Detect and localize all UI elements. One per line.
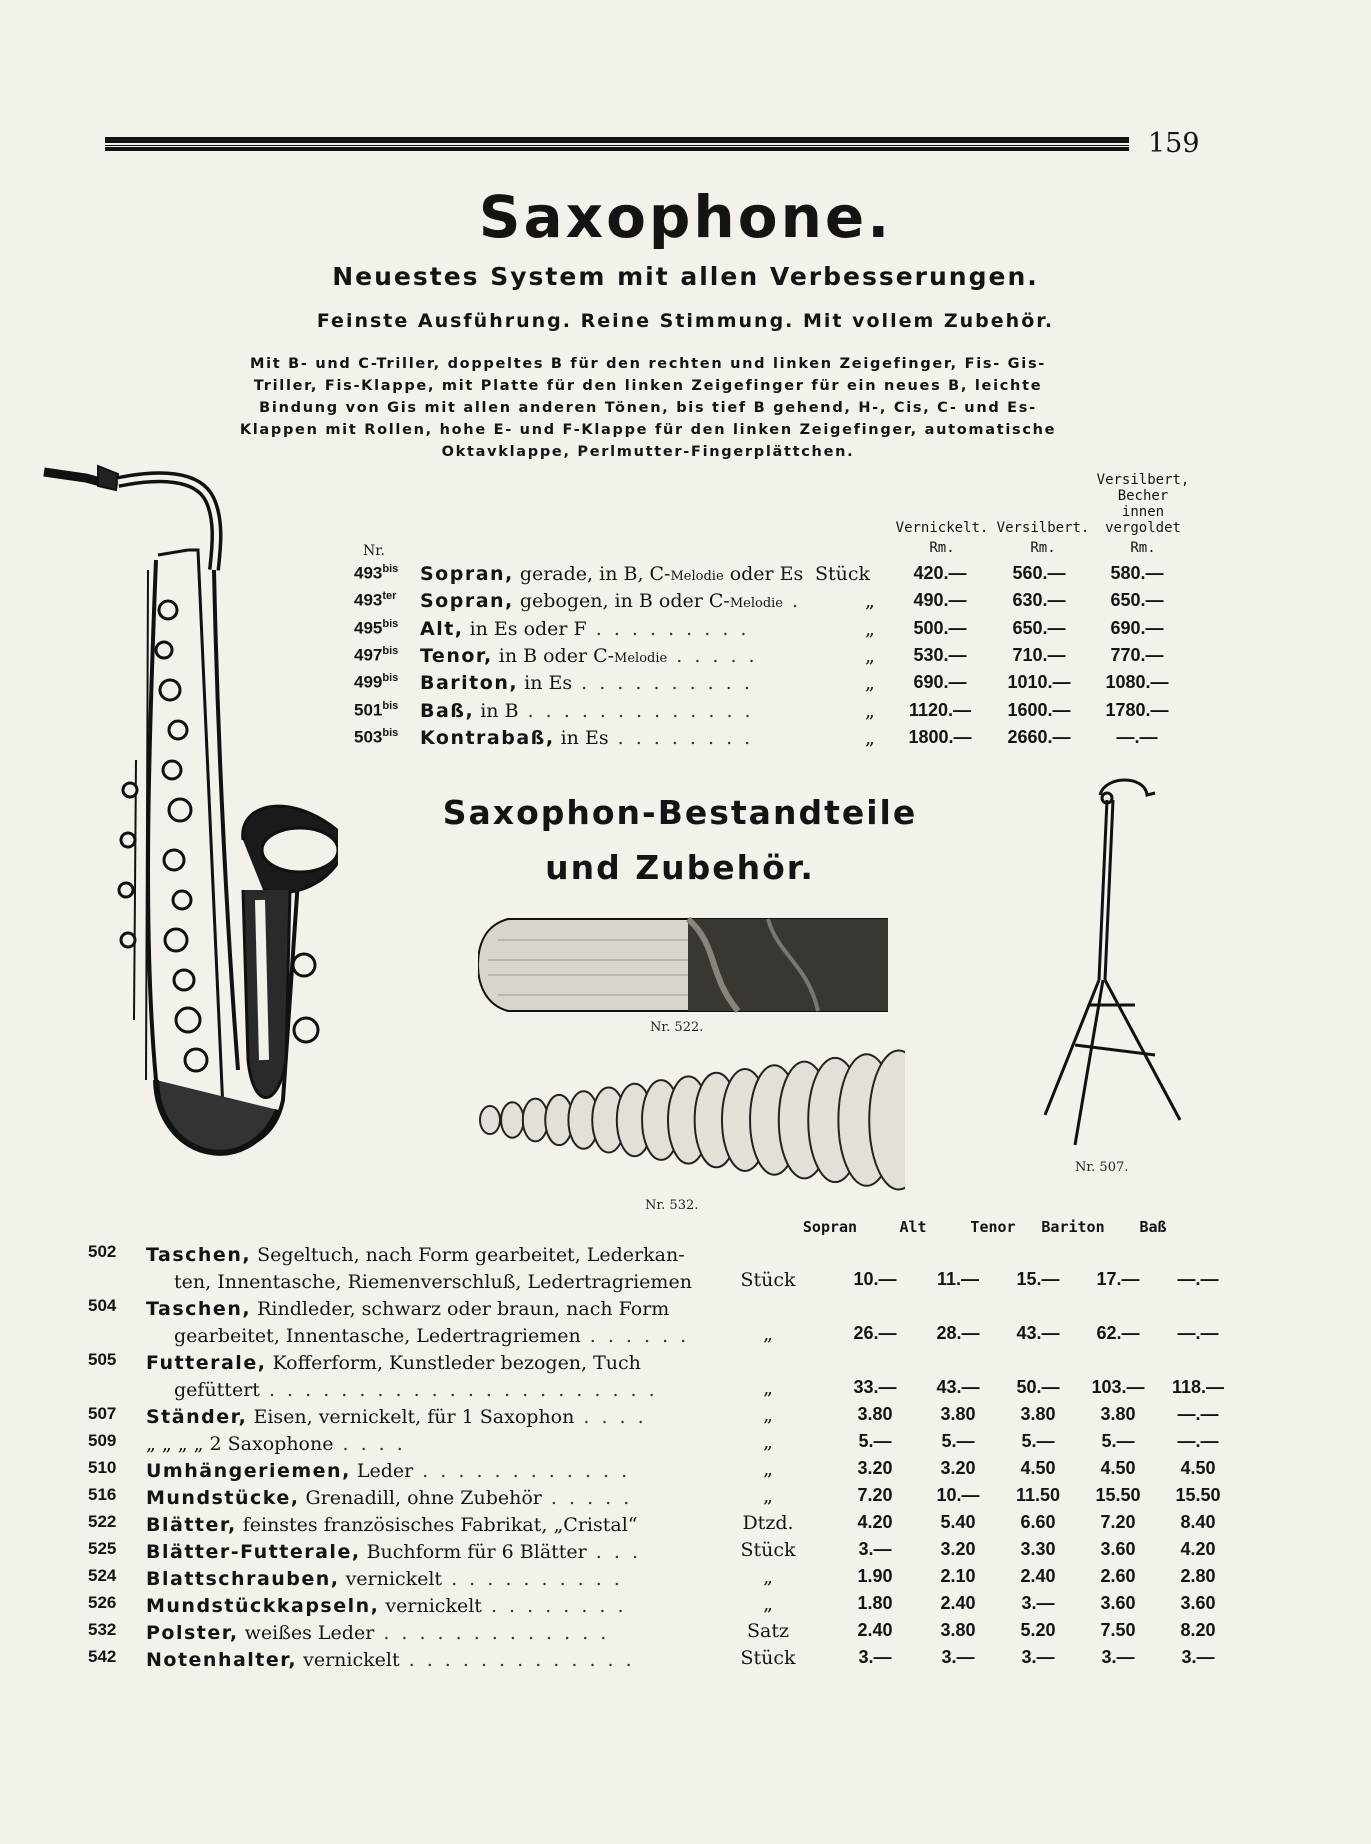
price-vergoldet: 770.— (1110, 644, 1164, 665)
item-leader: . . . . . . . . . . . . . (399, 1649, 635, 1671)
item-label: Mundstücke, (146, 1487, 300, 1509)
item-number: 532 (88, 1620, 117, 1639)
price-bariton: 17.— (1096, 1269, 1140, 1289)
item-text: Grenadill, ohne Zubehör (299, 1487, 542, 1509)
item-leader: . . . . . . . . . . . . (413, 1460, 631, 1482)
price-sopran: 1.90 (857, 1566, 893, 1586)
price-vernickelt: 490.— (913, 590, 967, 611)
price-tenor: 3.80 (1020, 1404, 1056, 1424)
price-baß: 118.— (1171, 1377, 1225, 1397)
item-small-text: Melodie (670, 569, 724, 584)
price-bariton: 3.80 (1100, 1404, 1136, 1424)
item-label: Bariton, (420, 672, 519, 695)
price-baß: 8.40 (1180, 1512, 1216, 1532)
item-unit: Stück (815, 563, 871, 585)
price-sopran: 5.— (858, 1431, 892, 1451)
item-text: vernickelt (339, 1568, 443, 1590)
description-line: Klappen mit Rollen, hohe E- und F-Klappe für den linken Zeigefinger, automatische (239, 422, 1057, 438)
price-alt: 3.80 (940, 1404, 976, 1424)
item-number: $501^{bis}$ (354, 699, 399, 720)
item-unit: „ (763, 1404, 773, 1426)
item-suffix: bis (382, 726, 399, 739)
price-sopran: 4.20 (857, 1512, 893, 1532)
item-text: „ „ „ „ 2 Saxophone (146, 1433, 334, 1455)
item-leader: . (783, 590, 802, 613)
price-vernickelt: 500.— (913, 617, 967, 638)
caption-reed: Nr. 522. (650, 1020, 704, 1035)
item-suffix: bis (382, 563, 399, 575)
price-tenor: 5.20 (1020, 1620, 1056, 1640)
item-description (146, 1566, 811, 1593)
accessory-row (88, 1512, 1216, 1539)
item-text: in Es oder F (463, 617, 587, 640)
accessory-row (88, 1647, 1215, 1674)
item-unit: „ (763, 1566, 773, 1588)
price-bariton: 3.60 (1100, 1593, 1136, 1613)
accessory-row (88, 1620, 1216, 1647)
column-header-bass: Baß (1139, 1218, 1167, 1236)
accessory-row (88, 1350, 1225, 1404)
pad-shape (480, 1106, 500, 1134)
item-label: Alt, (420, 617, 464, 640)
item-label: Sopran, (420, 590, 514, 613)
item-number: 510 (88, 1458, 117, 1477)
item-unit: „ (865, 699, 875, 722)
accessory-row (88, 1296, 1219, 1350)
item-label: Tenor, (420, 644, 493, 667)
item-number: 526 (88, 1593, 117, 1612)
item-leader: . . . . . (667, 644, 758, 667)
item-text: in Es (554, 726, 609, 749)
accessory-row (88, 1404, 1219, 1431)
price-sopran: 2.40 (857, 1620, 893, 1640)
item-label: Blätter-Futterale, (146, 1541, 361, 1563)
item-label: Sopran, (420, 563, 514, 585)
column-header-tenor: Tenor (970, 1218, 1016, 1236)
price-alt: 28.— (936, 1323, 980, 1343)
description-line: Triller, Fis-Klappe, mit Platte für den linken Zeigefinger für ein neues B, leichte (253, 378, 1043, 394)
item-leader: . . . . . . . . . . (572, 672, 753, 695)
item-text: in B (474, 699, 519, 722)
price-sopran: 3.— (858, 1539, 892, 1559)
item-number: 505 (88, 1350, 117, 1369)
item-text: Buchform für 6 Blätter (360, 1541, 587, 1563)
price-row (350, 563, 1200, 590)
item-suffix: bis (382, 617, 399, 630)
description-line: Bindung von Gis mit allen anderen Tönen, bis tief B gehend, H-, Cis, C- und Es- (259, 400, 1037, 416)
price-tenor: 4.50 (1020, 1458, 1056, 1478)
price-bariton: 4.50 (1100, 1458, 1136, 1478)
item-leader: . . . . (333, 1433, 406, 1455)
item-unit: „ (763, 1485, 773, 1507)
price-sopran: 1.80 (857, 1593, 893, 1613)
price-bariton: 103.— (1091, 1377, 1145, 1397)
price-vergoldet: 1080.— (1105, 672, 1169, 693)
item-unit: „ (865, 644, 875, 667)
item-description (146, 1512, 811, 1539)
item-description-line (146, 1620, 811, 1647)
item-number: $499^{bis}$ (354, 672, 399, 692)
item-unit: „ (763, 1377, 773, 1399)
item-number: 524 (88, 1566, 117, 1585)
accessory-row (88, 1242, 1219, 1296)
item-description (146, 1485, 811, 1512)
price-row (350, 727, 1200, 754)
header-rule (105, 137, 1129, 151)
price-versilbert: 2660.— (1007, 726, 1071, 747)
caption-stand: Nr. 507. (1075, 1160, 1129, 1175)
item-description-line (146, 1458, 811, 1485)
price-tenor: 43.— (1016, 1323, 1060, 1343)
price-tenor: 11.50 (1015, 1485, 1061, 1505)
item-leader: . . . . . . . . . . . . . (518, 699, 754, 722)
item-unit: „ (763, 1593, 773, 1615)
description-line: Mit B- und C-Triller, doppeltes B für den rechten und linken Zeigefinger, Fis- Gis- (249, 356, 1046, 372)
item-text: Kofferform, Kunstleder bezogen, Tuch (266, 1352, 641, 1374)
accessory-row (88, 1566, 1216, 1593)
item-description (146, 1647, 811, 1674)
reed-illustration (478, 915, 888, 1015)
item-text: ten, Innentasche, Riemenverschluß, Ledertragriemen (174, 1271, 692, 1293)
item-description-line (146, 1404, 811, 1431)
price-bariton: 3.60 (1100, 1539, 1136, 1559)
item-text: Leder (350, 1460, 414, 1482)
item-suffix: bis (382, 672, 399, 685)
item-label: Baß, (420, 699, 475, 722)
price-alt: 3.80 (940, 1620, 976, 1640)
item-text: weißes Leder (238, 1622, 375, 1644)
column-header-vernickelt (887, 520, 997, 556)
price-vergoldet: 1780.— (1105, 699, 1169, 720)
item-unit: Stück (740, 1539, 796, 1561)
price-bariton: 62.— (1096, 1323, 1140, 1343)
price-versilbert: 1600.— (1007, 699, 1071, 720)
item-leader: . . . (586, 1541, 642, 1563)
item-leader: . . . . . . . . . . . . . (374, 1622, 610, 1644)
price-tenor: 2.40 (1020, 1566, 1056, 1586)
item-unit: Stück (740, 1647, 796, 1669)
item-text: in Es (518, 672, 573, 695)
price-vergoldet: 650.— (1110, 590, 1164, 611)
price-sopran: 3.20 (857, 1458, 893, 1478)
page-tagline: Feinste Ausführung. Reine Stimmung. Mit vollem Zubehör. (316, 310, 1055, 332)
item-leader: . . . . . . . . . (586, 617, 750, 640)
price-baß: 8.20 (1180, 1620, 1216, 1640)
item-label: Kontrabaß, (420, 726, 555, 749)
price-versilbert: 630.— (1012, 590, 1066, 611)
price-bariton: 7.50 (1100, 1620, 1136, 1640)
price-vernickelt: 530.— (913, 644, 967, 665)
item-description (146, 1431, 811, 1458)
price-alt: 3.20 (940, 1458, 976, 1478)
page-title: Saxophone. (478, 183, 893, 251)
price-vernickelt: 1120.— (908, 699, 972, 720)
item-suffix: bis (382, 644, 399, 657)
item-number: 525 (88, 1539, 117, 1558)
price-baß: —.— (1177, 1404, 1219, 1424)
item-number: $497^{bis}$ (354, 644, 399, 665)
item-description-line (146, 1269, 811, 1296)
price-alt: 43.— (936, 1377, 980, 1397)
item-number: 502 (88, 1242, 117, 1261)
price-tenor: 6.60 (1020, 1512, 1056, 1532)
description (98, 353, 1198, 463)
item-label: Mundstückkapseln, (146, 1595, 380, 1617)
section-title: Saxophon-Bestandteile (442, 793, 918, 832)
item-description-line (146, 1296, 811, 1323)
price-bariton: 7.20 (1100, 1512, 1136, 1532)
column-header-alt: Alt (899, 1218, 927, 1236)
item-description-line (146, 1485, 811, 1512)
price-sopran: 7.20 (857, 1485, 893, 1505)
price-vergoldet: 690.— (1110, 617, 1164, 638)
description-line: Oktavklappe, Perlmutter-Fingerplättchen. (441, 444, 855, 460)
item-label: Ständer, (146, 1406, 248, 1428)
price-tenor: 3.— (1021, 1647, 1055, 1667)
column-header-line: Versilbert, (1096, 472, 1190, 488)
item-unit: „ (763, 1458, 773, 1480)
item-unit: „ (865, 617, 875, 640)
item-text: vernickelt (297, 1649, 400, 1671)
price-versilbert: 710.— (1012, 644, 1066, 665)
price-vernickelt: 1800.— (908, 726, 972, 747)
price-baß: 15.50 (1175, 1485, 1221, 1505)
item-description-line (146, 1242, 811, 1269)
price-alt: 5.40 (940, 1512, 976, 1532)
price-vergoldet: —.— (1116, 726, 1158, 747)
price-row (350, 672, 1200, 699)
item-text: gefüttert (174, 1379, 260, 1401)
price-sopran: 33.— (853, 1377, 897, 1397)
price-alt: 2.10 (940, 1566, 976, 1586)
pad-shape (501, 1102, 524, 1137)
accessory-row (88, 1539, 1216, 1566)
price-baß: 3.— (1181, 1647, 1215, 1667)
item-leader: . . . . (574, 1406, 647, 1428)
item-unit: „ (865, 726, 875, 749)
column-unit: Rm. (1130, 540, 1156, 556)
item-label: Blätter, (146, 1514, 237, 1536)
price-alt: 11.— (936, 1269, 980, 1289)
item-leader: . . . . . . . . . . . . . . . . . . . . . . (259, 1379, 658, 1401)
price-versilbert: 650.— (1012, 617, 1066, 638)
price-bariton: 15.50 (1095, 1485, 1141, 1505)
price-row (350, 700, 1200, 727)
column-unit: Rm. (1030, 540, 1056, 556)
item-label: Umhängeriemen, (146, 1460, 351, 1482)
item-text-2: oder Es (723, 563, 804, 585)
item-label: Polster, (146, 1622, 239, 1644)
price-sopran: 3.80 (857, 1404, 893, 1424)
column-header-sopran: Sopran (802, 1218, 858, 1236)
item-text: in B oder C- (492, 644, 615, 667)
item-text: Eisen, vernickelt, für 1 Saxophon (247, 1406, 575, 1428)
item-unit: „ (865, 590, 875, 613)
accessory-row (88, 1485, 1221, 1512)
price-baß: 2.80 (1180, 1566, 1216, 1586)
item-unit: „ (865, 672, 875, 695)
price-alt: 3.20 (940, 1539, 976, 1559)
price-vernickelt: 420.— (913, 563, 967, 583)
column-header-bariton: Bariton (1041, 1218, 1105, 1236)
item-text: Rindleder, schwarz oder braun, nach Form (251, 1298, 670, 1320)
price-tenor: 3.— (1021, 1593, 1055, 1613)
column-header-line: Vernickelt. (895, 520, 989, 536)
item-suffix: bis (382, 699, 399, 712)
price-baß: —.— (1177, 1431, 1219, 1451)
item-description (146, 1242, 811, 1296)
item-leader: . . . . . . . . (608, 726, 754, 749)
item-description (146, 1350, 811, 1404)
price-baß: —.— (1177, 1323, 1219, 1343)
item-description-line (146, 1350, 811, 1377)
item-text: gearbeitet, Innentasche, Ledertragriemen (174, 1325, 581, 1347)
item-text: vernickelt (379, 1595, 482, 1617)
item-number: 504 (88, 1296, 117, 1315)
item-unit: Satz (747, 1620, 789, 1642)
price-tenor: 5.— (1021, 1431, 1055, 1451)
pad-shape (523, 1099, 548, 1142)
item-number: 507 (88, 1404, 117, 1423)
pads-illustration (475, 1048, 905, 1198)
item-leader: . . . . . . . . . . (442, 1568, 623, 1590)
item-label: Taschen, (146, 1244, 252, 1266)
page-number: 159 (1148, 128, 1200, 159)
price-bariton: 3.— (1101, 1647, 1135, 1667)
item-number: 509 (88, 1431, 117, 1450)
price-sopran: 3.— (858, 1647, 892, 1667)
column-header-line: vergoldet (1105, 520, 1181, 536)
item-number: $493^{ter}$ (354, 590, 397, 610)
price-baß: 4.20 (1180, 1539, 1216, 1559)
column-header-line: Becher (1117, 488, 1169, 504)
price-vergoldet: 580.— (1110, 563, 1164, 583)
item-number: $503^{bis}$ (354, 726, 399, 747)
nr-label: Nr. (363, 543, 385, 559)
item-text: Segeltuch, nach Form gearbeitet, Lederkan- (251, 1244, 685, 1266)
stand-illustration (1035, 765, 1195, 1155)
price-alt: 5.— (941, 1431, 975, 1451)
column-header-versilbert-vergoldet (1088, 472, 1198, 556)
price-alt: 2.40 (940, 1593, 976, 1613)
item-description-line (146, 1647, 811, 1674)
item-unit: „ (763, 1431, 773, 1453)
column-header-line: Versilbert. (996, 520, 1090, 536)
price-row (350, 645, 1200, 672)
section-subtitle: und Zubehör. (545, 848, 815, 887)
item-label: Taschen, (146, 1298, 252, 1320)
item-text: feinstes französisches Fabrikat, „Cristal“ (236, 1514, 638, 1536)
column-header-line: innen (1121, 504, 1165, 520)
item-number: 522 (88, 1512, 117, 1531)
price-row (350, 618, 1200, 645)
item-description-line (146, 1566, 811, 1593)
item-description (146, 1593, 811, 1620)
item-description-line (146, 1512, 811, 1539)
item-number: $493^{bis}$ (354, 563, 399, 583)
price-alt: 3.— (941, 1647, 975, 1667)
price-tenor: 3.30 (1020, 1539, 1056, 1559)
price-bariton: 5.— (1101, 1431, 1135, 1451)
price-baß: 4.50 (1180, 1458, 1216, 1478)
item-leader: . . . . . . (580, 1325, 690, 1347)
item-description-line (146, 1323, 811, 1350)
price-tenor: 15.— (1016, 1269, 1060, 1289)
price-sopran: 26.— (853, 1323, 897, 1343)
accessory-row (88, 1431, 1219, 1458)
item-label: Blattschrauben, (146, 1568, 340, 1590)
item-small-text: Melodie (614, 650, 668, 666)
item-label: Futterale, (146, 1352, 267, 1374)
saxophone-illustration (38, 460, 338, 1180)
accessory-row (88, 1593, 1216, 1620)
item-number: 516 (88, 1485, 117, 1504)
item-description (146, 1539, 811, 1566)
item-description-line (146, 1377, 811, 1404)
price-tenor: 50.— (1016, 1377, 1060, 1397)
price-alt: 10.— (936, 1485, 980, 1505)
item-number: 542 (88, 1647, 117, 1666)
price-vernickelt: 690.— (913, 672, 967, 693)
item-leader: . . . . . . . . (481, 1595, 627, 1617)
price-versilbert: 1010.— (1007, 672, 1071, 693)
item-unit: Dtzd. (742, 1512, 794, 1534)
item-leader: . . . . . (541, 1487, 633, 1509)
price-versilbert: 560.— (1012, 563, 1066, 583)
item-small-text: Melodie (729, 596, 784, 612)
item-description-line (146, 1431, 811, 1458)
price-baß: 3.60 (1180, 1593, 1216, 1613)
item-label: Notenhalter, (146, 1649, 298, 1671)
item-unit: „ (763, 1323, 773, 1345)
item-unit: Stück (740, 1269, 796, 1291)
item-text: gerade, in B, C- (513, 563, 671, 585)
item-description-line (146, 1539, 811, 1566)
column-header-versilbert (988, 520, 1098, 556)
price-sopran: 10.— (853, 1269, 897, 1289)
item-description (146, 1458, 811, 1485)
item-text: gebogen, in B oder C- (513, 590, 730, 613)
item-description (146, 1296, 811, 1350)
caption-pads: Nr. 532. (645, 1198, 699, 1213)
item-suffix: ter (382, 590, 397, 603)
accessory-row (88, 1458, 1216, 1485)
item-number: $495^{bis}$ (354, 617, 399, 638)
price-row (350, 590, 1200, 617)
price-bariton: 2.60 (1100, 1566, 1136, 1586)
column-unit: Rm. (929, 540, 955, 556)
item-description (146, 1620, 811, 1647)
item-description-line (146, 1593, 811, 1620)
page-subtitle: Neuestes System mit allen Verbesserungen. (332, 262, 1039, 291)
price-baß: —.— (1177, 1269, 1219, 1289)
item-description (146, 1404, 811, 1431)
